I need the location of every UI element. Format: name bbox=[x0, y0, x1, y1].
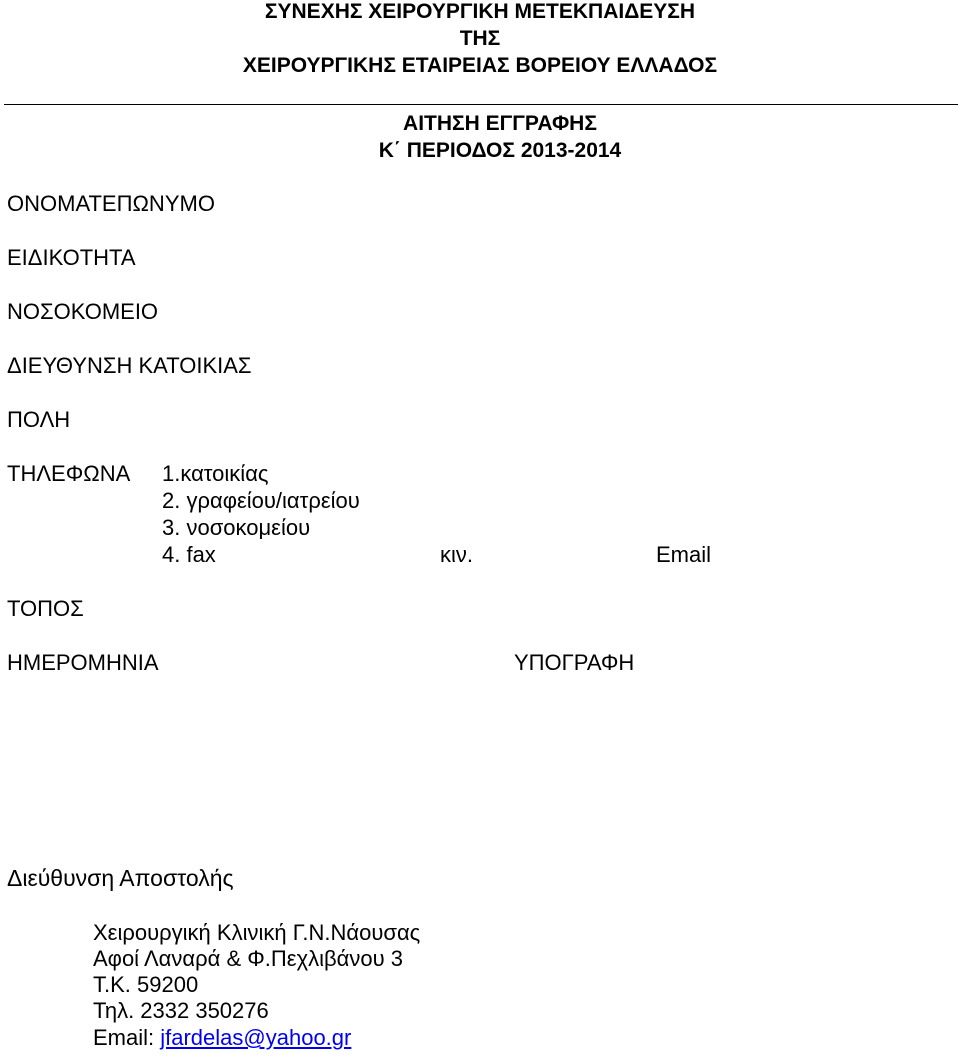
field-label-specialty: ΕΙΔΙΚΟΤΗΤΑ bbox=[7, 245, 136, 270]
mailing-email-label: Email: bbox=[93, 1025, 161, 1050]
phone-fax: 4. fax bbox=[162, 542, 216, 567]
field-label-city: ΠΟΛΗ bbox=[7, 407, 71, 432]
field-label-signature: ΥΠΟΓΡΑΦΗ bbox=[514, 650, 635, 675]
form-period: Κ΄ ΠΕΡΙΟΔΟΣ 2013-2014 bbox=[378, 139, 622, 162]
phone-hospital: 3. νοσοκομείου bbox=[162, 515, 311, 540]
mailing-postal: Τ.Κ. 59200 bbox=[93, 972, 199, 997]
mailing-street: Αφοί Λαναρά & Φ.Πεχλιβάνου 3 bbox=[93, 946, 404, 971]
field-label-place: ΤΟΠΟΣ bbox=[7, 596, 84, 621]
mailing-title: Διεύθυνση Αποστολής bbox=[7, 865, 234, 891]
header-organization-line3: ΧΕΙΡΟΥΡΓΙΚΗΣ ΕΤΑΙΡΕΙΑΣ ΒΟΡΕΙΟΥ ΕΛΛΑΔΟΣ bbox=[242, 54, 718, 77]
phone-email: Email bbox=[656, 542, 712, 567]
header-divider bbox=[4, 104, 958, 105]
mailing-phone: Τηλ. 2332 350276 bbox=[93, 998, 269, 1023]
field-label-home-address: ΔΙΕΥΘΥΝΣΗ ΚΑΤΟΙΚΙΑΣ bbox=[7, 353, 252, 378]
mailing-email-link[interactable]: jfardelas@yahoo.gr bbox=[160, 1025, 352, 1050]
phone-office: 2. γραφείου/ιατρείου bbox=[162, 488, 360, 513]
field-label-date: ΗΜΕΡΟΜΗΝΙΑ bbox=[7, 650, 159, 675]
phone-home: 1.κατοικίας bbox=[162, 461, 269, 486]
field-label-name: ΟΝΟΜΑΤΕΠΩΝΥΜΟ bbox=[7, 191, 215, 216]
mailing-clinic: Χειρουργική Κλινική Γ.Ν.Νάουσας bbox=[93, 920, 421, 945]
field-label-hospital: ΝΟΣΟΚΟΜΕΙΟ bbox=[7, 299, 159, 324]
header-organization-line1: ΣΥΝΕΧΗΣ ΧΕΙΡΟΥΡΓΙΚΗ ΜΕΤΕΚΠΑΙΔΕΥΣΗ bbox=[264, 0, 696, 23]
form-title: ΑΙΤΗΣΗ ΕΓΓΡΑΦΗΣ bbox=[403, 112, 597, 135]
field-label-phones: ΤΗΛΕΦΩΝΑ bbox=[7, 461, 131, 486]
phone-mobile: κιν. bbox=[440, 542, 473, 567]
header-organization-line2: ΤΗΣ bbox=[459, 27, 501, 50]
mailing-email-line bbox=[93, 1025, 351, 1051]
